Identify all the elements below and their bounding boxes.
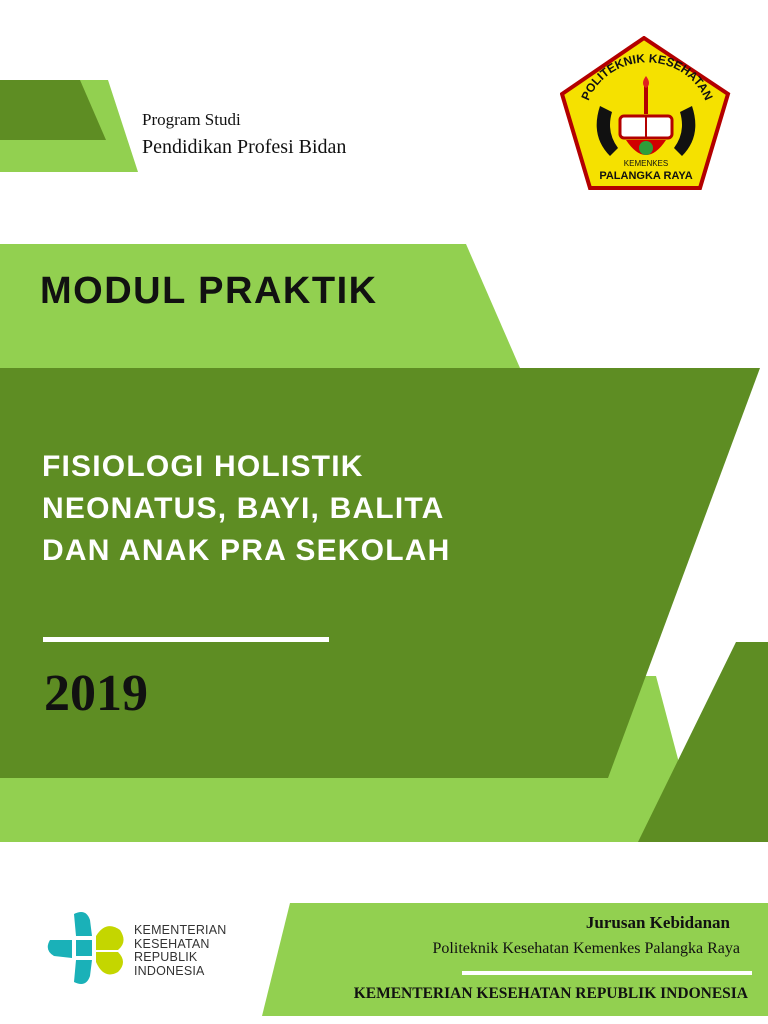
kemkes-cross-logo-icon [46,910,126,986]
publication-year: 2019 [44,665,148,722]
program-name: Pendidikan Profesi Bidan [142,136,347,158]
kemkes-line-2: KESEHATAN [134,936,210,951]
kemkes-line-1: KEMENTERIAN [134,923,227,937]
department-name: Jurusan Kebidanan [585,913,730,932]
institution-name: Politeknik Kesehatan Kemenkes Palangka Raya [432,940,740,957]
kemkes-line-4: INDONESIA [134,963,205,978]
ministry-name: KEMENTERIAN KESEHATAN REPUBLIK INDONESIA [353,985,748,1002]
title-divider [43,637,329,642]
subtitle-line-2: NEONATUS, BAYI, BALITA [42,492,445,525]
module-subtitle [42,446,450,572]
logo-arc-text: POLITEKNIK KESEHATAN [578,51,716,103]
kemkes-wordmark [134,924,227,978]
footer-divider [462,971,752,975]
logo-line1: KEMENKES [623,159,669,168]
module-title: MODUL PRAKTIK [40,270,378,312]
program-label: Program Studi [142,110,241,129]
subtitle-line-1: FISIOLOGI HOLISTIK [42,450,364,483]
logo-line2: PALANGKA RAYA [599,170,693,182]
kemkes-line-3: REPUBLIK [134,950,198,964]
subtitle-line-3: DAN ANAK PRA SEKOLAH [42,534,451,567]
poltekkes-emblem-icon [560,36,732,192]
